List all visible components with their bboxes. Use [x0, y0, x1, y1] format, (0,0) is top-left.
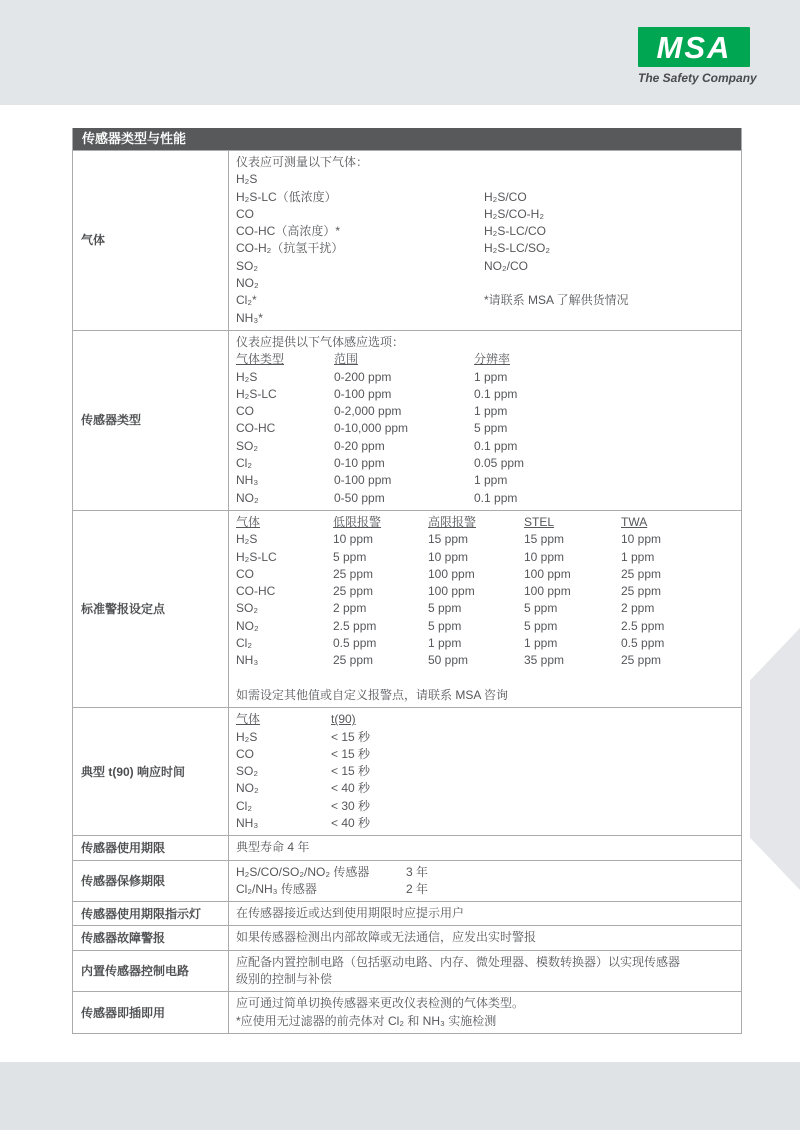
list-item: H₂S/CO: [484, 189, 527, 204]
msa-logo: [638, 27, 757, 85]
table-cell: NH₃: [236, 473, 259, 488]
msa-logo-box: [638, 27, 750, 67]
table-cell: < 40 秒: [331, 781, 371, 796]
table-cell: 5 ppm: [524, 618, 558, 633]
row-life-indicator-text: 在传感器接近或达到使用期限时应提示用户: [236, 906, 465, 921]
table-cell: 5 ppm: [474, 421, 508, 436]
t90-grid-header: [236, 711, 741, 728]
table-cell: SO₂: [236, 764, 258, 779]
column-header: TWA: [621, 514, 648, 529]
column-header: 气体类型: [236, 352, 285, 367]
table-cell: 0-2,000 ppm: [334, 404, 402, 419]
list-item: H₂S-LC/CO: [484, 224, 546, 239]
list-item: CO-HC（高浓度）*: [236, 224, 340, 239]
table-cell: 5 ppm: [524, 601, 558, 616]
table-cell: 10 ppm: [333, 532, 374, 547]
table-cell: 2.5 ppm: [621, 618, 665, 633]
table-cell: NO₂: [236, 781, 259, 796]
table-cell: < 15 秒: [331, 729, 371, 744]
list-item: NO₂: [236, 276, 259, 291]
table-cell: 25 ppm: [621, 653, 662, 668]
table-cell: 0-20 ppm: [334, 438, 385, 453]
table-cell: 1 ppm: [474, 473, 508, 488]
table-cell: 2 年: [406, 881, 429, 896]
msa-logo-tagline: The Safety Company: [638, 71, 757, 85]
table-cell: 100 ppm: [428, 584, 475, 599]
table-cell: 0-200 ppm: [334, 369, 392, 384]
gases-intro: 仪表应可测量以下气体：: [236, 155, 369, 169]
table-cell: 15 ppm: [428, 532, 469, 547]
table-cell: Cl₂: [236, 798, 252, 813]
table-cell: 1 ppm: [621, 549, 655, 564]
decorative-chevron: [750, 628, 800, 890]
table-cell: Cl₂: [236, 636, 252, 651]
row-gases: [73, 150, 741, 330]
table-cell: NO₂: [236, 490, 259, 505]
table-cell: 1 ppm: [428, 636, 462, 651]
alarm-note: 如需设定其他值或自定义报警点，请联系 MSA 咨询: [236, 687, 509, 702]
table-cell: 0-100 ppm: [334, 386, 392, 401]
row-sensor-life: [73, 835, 741, 859]
list-item: H₂S/CO-H₂: [484, 206, 544, 221]
table-cell: 0.5 ppm: [333, 636, 377, 651]
table-cell: 5 ppm: [333, 549, 367, 564]
table-cell: CO: [236, 404, 254, 419]
table-cell: 10 ppm: [524, 549, 565, 564]
row-plug-and-play-label: 传感器即插即用: [73, 992, 229, 1033]
column-header: t(90): [331, 712, 356, 727]
table-cell: 25 ppm: [621, 566, 662, 581]
bottom-gray-band: [0, 1062, 800, 1130]
table-cell: CO-HC: [236, 584, 276, 599]
table-cell: 25 ppm: [333, 584, 374, 599]
table-cell: Cl₂: [236, 456, 252, 471]
row-alarm-setpoints-content: [229, 511, 741, 707]
table-cell: 1 ppm: [474, 404, 508, 419]
gases-footnote: *请联系 MSA 了解供货情况: [484, 293, 629, 308]
list-item: *应使用无过滤器的前壳体对 Cl₂ 和 NH₃ 实施检测: [236, 1013, 497, 1028]
row-life-indicator-label: 传感器使用期限指示灯: [73, 902, 229, 925]
list-item: 应配备内置控制电路（包括驱动电路、内存、微处理器、模数转换器）以实现传感器: [236, 954, 681, 969]
table-cell: NO₂: [236, 618, 259, 633]
row-sensor-life-text: 典型寿命 4 年: [236, 840, 310, 855]
table-cell: 25 ppm: [333, 653, 374, 668]
row-t90-content: [229, 708, 741, 835]
table-cell: NH₃: [236, 653, 259, 668]
table-cell: CO: [236, 566, 254, 581]
table-cell: 1 ppm: [474, 369, 508, 384]
sensor-types-rows: [236, 369, 741, 507]
table-cell: 3 年: [406, 864, 429, 879]
list-item: Cl₂*: [236, 293, 257, 308]
row-warranty: [73, 860, 741, 902]
table-cell: < 40 秒: [331, 815, 371, 830]
table-cell: H₂S: [236, 369, 258, 384]
table-cell: < 15 秒: [331, 764, 371, 779]
table-cell: 5 ppm: [428, 618, 462, 633]
row-sensor-life-label: 传感器使用期限: [73, 836, 229, 859]
list-item: NH₃*: [236, 310, 263, 325]
row-sensor-types-content: [229, 331, 741, 510]
row-life-indicator: [73, 901, 741, 925]
table-cell: H₂S-LC: [236, 549, 277, 564]
column-header: 气体: [236, 712, 261, 727]
column-header: 低限报警: [333, 514, 382, 529]
alarm-grid-rows: [236, 531, 741, 669]
table-cell: < 15 秒: [331, 746, 371, 761]
table-cell: 10 ppm: [428, 549, 469, 564]
table-cell: Cl₂/NH₃ 传感器: [236, 881, 317, 896]
gases-combo-items: [484, 189, 741, 275]
table-cell: H₂S: [236, 729, 258, 744]
row-gases-label: 气体: [73, 151, 229, 330]
table-cell: H₂S/CO/SO₂/NO₂ 传感器: [236, 864, 370, 879]
row-warranty-content: [229, 861, 741, 902]
alarm-grid-header: [236, 514, 741, 531]
table-cell: 5 ppm: [428, 601, 462, 616]
warranty-grid: [236, 864, 741, 899]
table-cell: H₂S-LC: [236, 386, 277, 401]
table-cell: SO₂: [236, 438, 258, 453]
sensor-types-intro: 仪表应提供以下气体感应选项：: [236, 334, 405, 349]
column-header: 高限报警: [428, 514, 477, 529]
list-item: CO-H₂（抗氢干扰）: [236, 241, 344, 256]
table-cell: CO: [236, 746, 254, 761]
row-control-circuit: [73, 950, 741, 992]
row-plug-and-play-content: [229, 992, 741, 1033]
list-item: H₂S: [236, 172, 258, 187]
spec-table: [72, 128, 742, 1034]
row-sensor-types: [73, 330, 741, 510]
list-item: H₂S-LC（低浓度）: [236, 189, 337, 204]
gases-columns: [236, 171, 741, 327]
table-cell: 15 ppm: [524, 532, 565, 547]
table-cell: 0.05 ppm: [474, 456, 525, 471]
gases-single-list: [236, 171, 484, 327]
list-item: CO: [236, 206, 254, 221]
row-fault-alarm-text: 如果传感器检测出内部故障或无法通信，应发出实时警报: [236, 930, 537, 945]
row-plug-and-play: [73, 991, 741, 1033]
spec-table-title: 传感器类型与性能: [73, 128, 741, 150]
t90-grid-rows: [236, 729, 741, 833]
table-cell: NH₃: [236, 815, 259, 830]
row-alarm-setpoints-label: 标准警报设定点: [73, 511, 229, 707]
table-cell: 0.1 ppm: [474, 438, 518, 453]
table-cell: 35 ppm: [524, 653, 565, 668]
column-header: 分辨率: [474, 352, 511, 367]
table-cell: 25 ppm: [621, 584, 662, 599]
table-cell: 100 ppm: [524, 584, 571, 599]
row-t90-label: 典型 t(90) 响应时间: [73, 708, 229, 835]
list-item: 应可通过简单切换传感器来更改仪表检测的气体类型。: [236, 996, 525, 1011]
table-cell: 1 ppm: [524, 636, 558, 651]
row-control-circuit-content: [229, 951, 741, 992]
row-alarm-setpoints: [73, 510, 741, 707]
table-cell: 0-50 ppm: [334, 490, 385, 505]
column-header: 气体: [236, 514, 261, 529]
spacer: [484, 171, 741, 188]
table-cell: 100 ppm: [524, 566, 571, 581]
table-cell: 2.5 ppm: [333, 618, 377, 633]
row-warranty-label: 传感器保修期限: [73, 861, 229, 902]
column-header: 范围: [334, 352, 359, 367]
sensor-types-grid: [236, 351, 741, 368]
table-cell: 0-100 ppm: [334, 473, 392, 488]
table-cell: 25 ppm: [333, 566, 374, 581]
table-cell: 0.5 ppm: [621, 636, 665, 651]
table-cell: 10 ppm: [621, 532, 662, 547]
gases-combo-list: [484, 171, 741, 327]
msa-logo-text: MSA: [656, 29, 732, 65]
table-cell: 50 ppm: [428, 653, 469, 668]
list-item: H₂S-LC/SO₂: [484, 241, 550, 256]
row-t90: [73, 707, 741, 835]
table-cell: CO-HC: [236, 421, 276, 436]
row-fault-alarm-label: 传感器故障警报: [73, 926, 229, 949]
table-cell: 100 ppm: [428, 566, 475, 581]
row-gases-content: [229, 151, 741, 330]
column-header: STEL: [524, 514, 555, 529]
table-cell: 2 ppm: [621, 601, 655, 616]
table-cell: H₂S: [236, 532, 258, 547]
table-cell: 0.1 ppm: [474, 386, 518, 401]
list-item: SO₂: [236, 258, 258, 273]
list-item: 级别的控制与补偿: [236, 972, 333, 987]
row-control-circuit-label: 内置传感器控制电路: [73, 951, 229, 992]
table-cell: 0-10 ppm: [334, 456, 385, 471]
table-cell: 0.1 ppm: [474, 490, 518, 505]
table-cell: 2 ppm: [333, 601, 367, 616]
row-sensor-types-label: 传感器类型: [73, 331, 229, 510]
table-cell: 0-10,000 ppm: [334, 421, 409, 436]
list-item: NO₂/CO: [484, 258, 528, 273]
table-cell: SO₂: [236, 601, 258, 616]
table-cell: < 30 秒: [331, 798, 371, 813]
row-fault-alarm: [73, 925, 741, 949]
